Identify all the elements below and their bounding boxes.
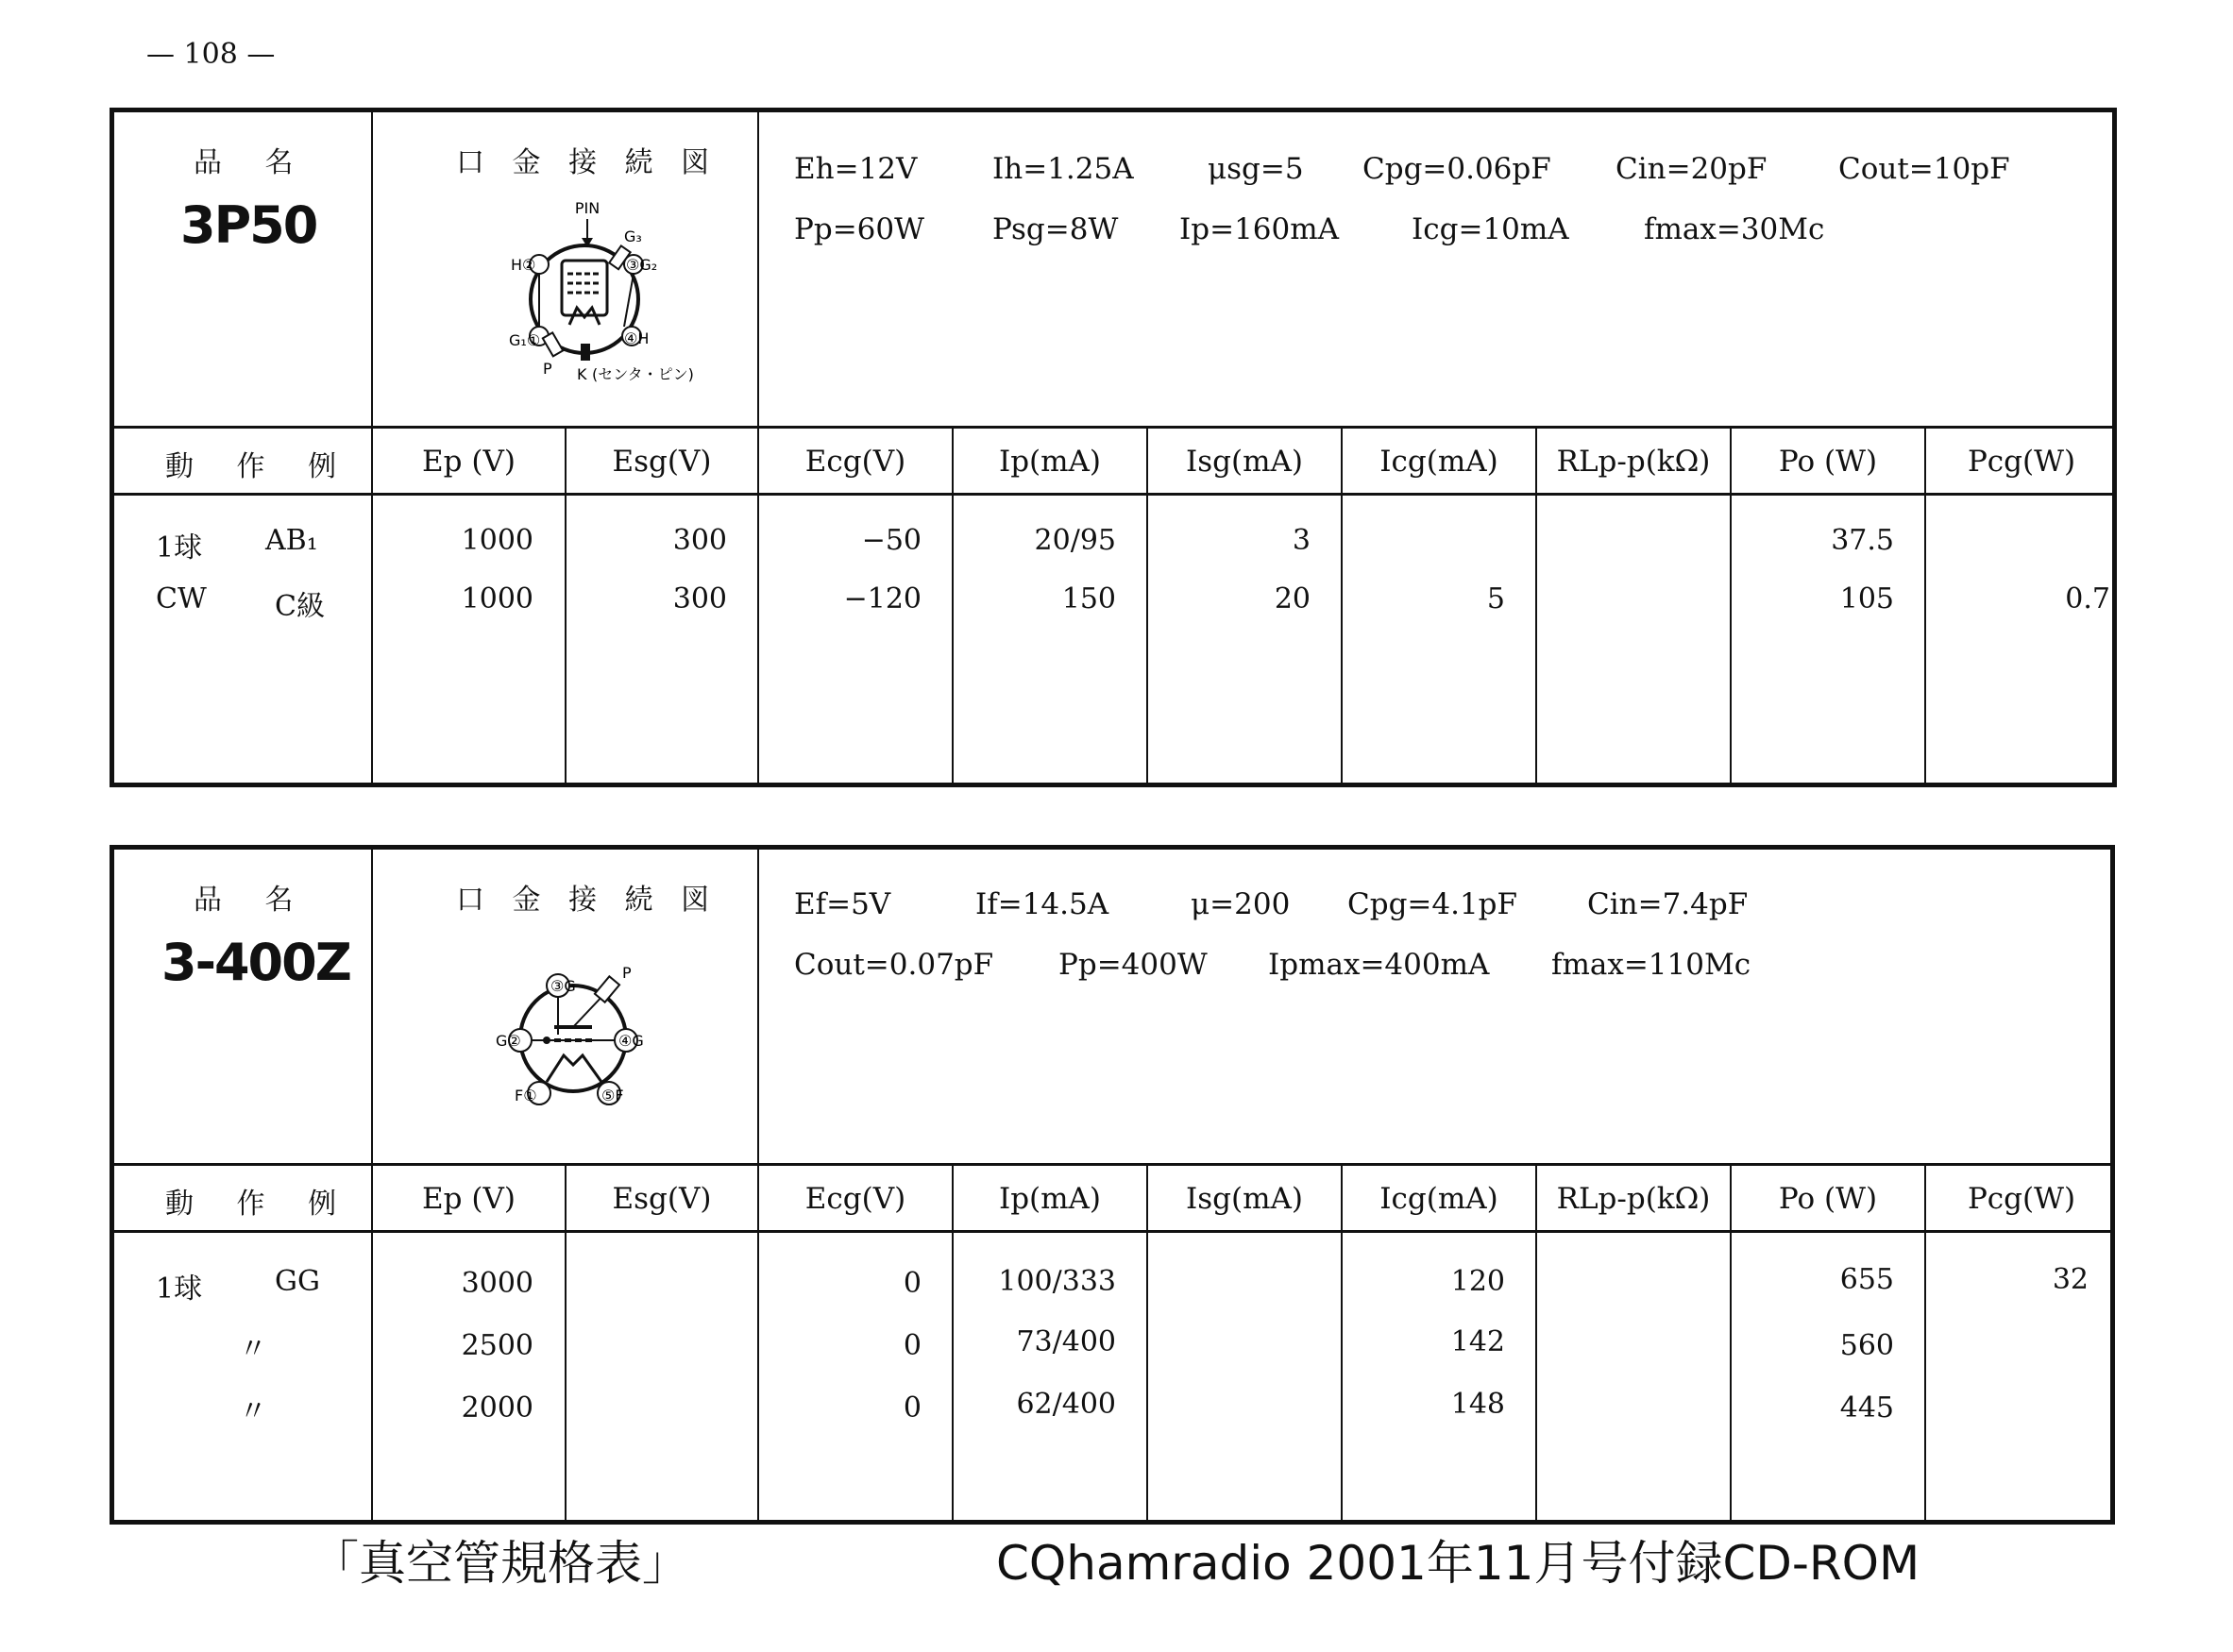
- spec: Ef=5V: [794, 887, 891, 921]
- divider: [565, 1165, 567, 1520]
- spec: If=14.5A: [975, 887, 1109, 921]
- row-mode: 〃: [239, 1333, 267, 1366]
- spec: fmax=110Mc: [1551, 948, 1751, 982]
- table-cell: 0: [903, 1329, 922, 1362]
- table-cell: 37.5: [1831, 524, 1894, 557]
- spec: Ip=160mA: [1179, 212, 1340, 246]
- table-cell: 3: [1292, 524, 1311, 557]
- table-cell: 5: [1486, 582, 1505, 615]
- pin-f1: F①: [515, 1087, 537, 1104]
- table-cell: 0: [903, 1267, 922, 1300]
- col-header: Pcg(W): [1967, 445, 2076, 479]
- pin-h2: H②: [511, 256, 536, 274]
- col-header: RLp-p(kΩ): [1556, 1182, 1711, 1216]
- table-cell: −120: [843, 582, 922, 615]
- col-header: Ecg(V): [804, 445, 906, 479]
- spec: Icg=10mA: [1412, 212, 1569, 246]
- table-cell: 1000: [461, 524, 533, 557]
- col-header: Ip(mA): [998, 445, 1102, 479]
- spec: Cin=7.4pF: [1587, 887, 1749, 921]
- col-header: Ip(mA): [998, 1182, 1102, 1216]
- pin-p: P: [622, 964, 632, 982]
- table-cell: 20/95: [1034, 524, 1116, 557]
- divider: [1535, 428, 1537, 783]
- tube-card-3p50: [110, 108, 2117, 787]
- pin-g3: G₃: [624, 228, 642, 245]
- table-cell: 105: [1839, 582, 1894, 615]
- operation-example-label: 動 作 例: [165, 1188, 354, 1221]
- pin-h4: ④H: [624, 329, 650, 347]
- col-header: Ep (V): [422, 445, 516, 479]
- spec: Ipmax=400mA: [1268, 948, 1490, 982]
- divider: [114, 426, 2112, 429]
- spec: Cin=20pF: [1616, 152, 1768, 186]
- table-cell: 73/400: [1016, 1325, 1116, 1358]
- col-header: Esg(V): [612, 1182, 712, 1216]
- divider: [114, 1163, 2110, 1166]
- table-cell: 142: [1450, 1325, 1505, 1358]
- row-mode: 1球: [156, 531, 203, 565]
- table-cell: −50: [861, 524, 922, 557]
- table-cell: 150: [1061, 582, 1116, 615]
- base-connection-diagram: [454, 944, 700, 1133]
- col-header: Isg(mA): [1186, 445, 1303, 479]
- spec: Ih=1.25A: [992, 152, 1134, 186]
- spec: Pp=400W: [1058, 948, 1208, 982]
- base-diagram-label: 口 金 接 続 図: [456, 884, 719, 917]
- col-header: Pcg(W): [1967, 1182, 2076, 1216]
- table-cell: 300: [672, 582, 727, 615]
- pin-3g: ③G: [550, 977, 576, 995]
- pin-label: PIN: [574, 199, 601, 217]
- table-cell: 0: [903, 1391, 922, 1424]
- divider: [114, 493, 2112, 496]
- spec: μ=200: [1191, 887, 1291, 921]
- table-cell: 32: [2052, 1263, 2089, 1296]
- spec: Cout=10pF: [1838, 152, 2010, 186]
- pin-g1: G₁①: [509, 331, 541, 349]
- table-cell: 560: [1839, 1329, 1894, 1362]
- spec: Pp=60W: [794, 212, 924, 246]
- spec: Cout=0.07pF: [794, 948, 994, 982]
- table-cell: 62/400: [1016, 1388, 1116, 1421]
- col-header: Po (W): [1778, 1182, 1878, 1216]
- divider: [114, 1230, 2110, 1233]
- divider: [1535, 1165, 1537, 1520]
- tube-name: 3-400Z: [161, 933, 350, 992]
- spec: Psg=8W: [992, 212, 1119, 246]
- footer-source: CQhamradio 2001年11月号付録CD-ROM: [996, 1536, 1920, 1591]
- col-header: RLp-p(kΩ): [1556, 445, 1711, 479]
- table-cell: 2500: [461, 1329, 533, 1362]
- col-header: Ecg(V): [804, 1182, 906, 1216]
- spec: Eh=12V: [794, 152, 918, 186]
- row-class: GG: [275, 1265, 320, 1298]
- col-header: Ep (V): [422, 1182, 516, 1216]
- col-header: Po (W): [1778, 445, 1878, 479]
- table-cell: 20: [1274, 582, 1311, 615]
- col-header: Icg(mA): [1379, 1182, 1498, 1216]
- operation-example-label: 動 作 例: [165, 450, 354, 483]
- spec: Cpg=4.1pF: [1347, 887, 1518, 921]
- table-cell: 300: [672, 524, 727, 557]
- table-cell: 445: [1839, 1391, 1894, 1424]
- divider: [1146, 1165, 1148, 1520]
- base-diagram-label: 口 金 接 続 図: [456, 146, 719, 179]
- table-cell: 120: [1450, 1265, 1505, 1298]
- table-cell: 1000: [461, 582, 533, 615]
- table-cell: 3000: [461, 1267, 533, 1300]
- footer-title: 「真空管規格表」: [312, 1536, 689, 1591]
- row-class: C級: [275, 590, 325, 623]
- pin-5f: ⑤F: [601, 1087, 624, 1104]
- pin-k: K: [577, 365, 587, 383]
- table-cell: 2000: [461, 1391, 533, 1424]
- table-cell: 148: [1450, 1388, 1505, 1421]
- divider: [1924, 1165, 1926, 1520]
- pin-g2: ③G₂: [626, 256, 658, 274]
- center-pin-note: (センタ・ピン): [592, 365, 694, 383]
- row-mode: CW: [156, 582, 207, 615]
- spec: μsg=5: [1208, 152, 1304, 186]
- row-mode: 1球: [156, 1273, 203, 1306]
- product-name-label: 品 名: [194, 884, 311, 917]
- col-header: Icg(mA): [1379, 445, 1498, 479]
- tube-name: 3P50: [180, 195, 317, 255]
- table-cell: 100/333: [998, 1265, 1116, 1298]
- pin-p: P: [543, 360, 552, 378]
- col-header: Isg(mA): [1186, 1182, 1303, 1216]
- row-class: AB₁: [265, 524, 318, 557]
- product-name-label: 品 名: [194, 146, 311, 179]
- spec: fmax=30Mc: [1644, 212, 1825, 246]
- spec: Cpg=0.06pF: [1362, 152, 1551, 186]
- col-header: Esg(V): [612, 445, 712, 479]
- table-cell: 655: [1839, 1263, 1894, 1296]
- row-mode: 〃: [239, 1395, 267, 1428]
- base-connection-diagram: [482, 193, 728, 410]
- pin-4g: ④G: [618, 1032, 644, 1050]
- pin-g2: G②: [496, 1032, 521, 1050]
- page-number: — 108 —: [146, 38, 276, 71]
- table-cell: 0.7: [2065, 582, 2110, 615]
- tube-card-3-400z: [110, 845, 2115, 1525]
